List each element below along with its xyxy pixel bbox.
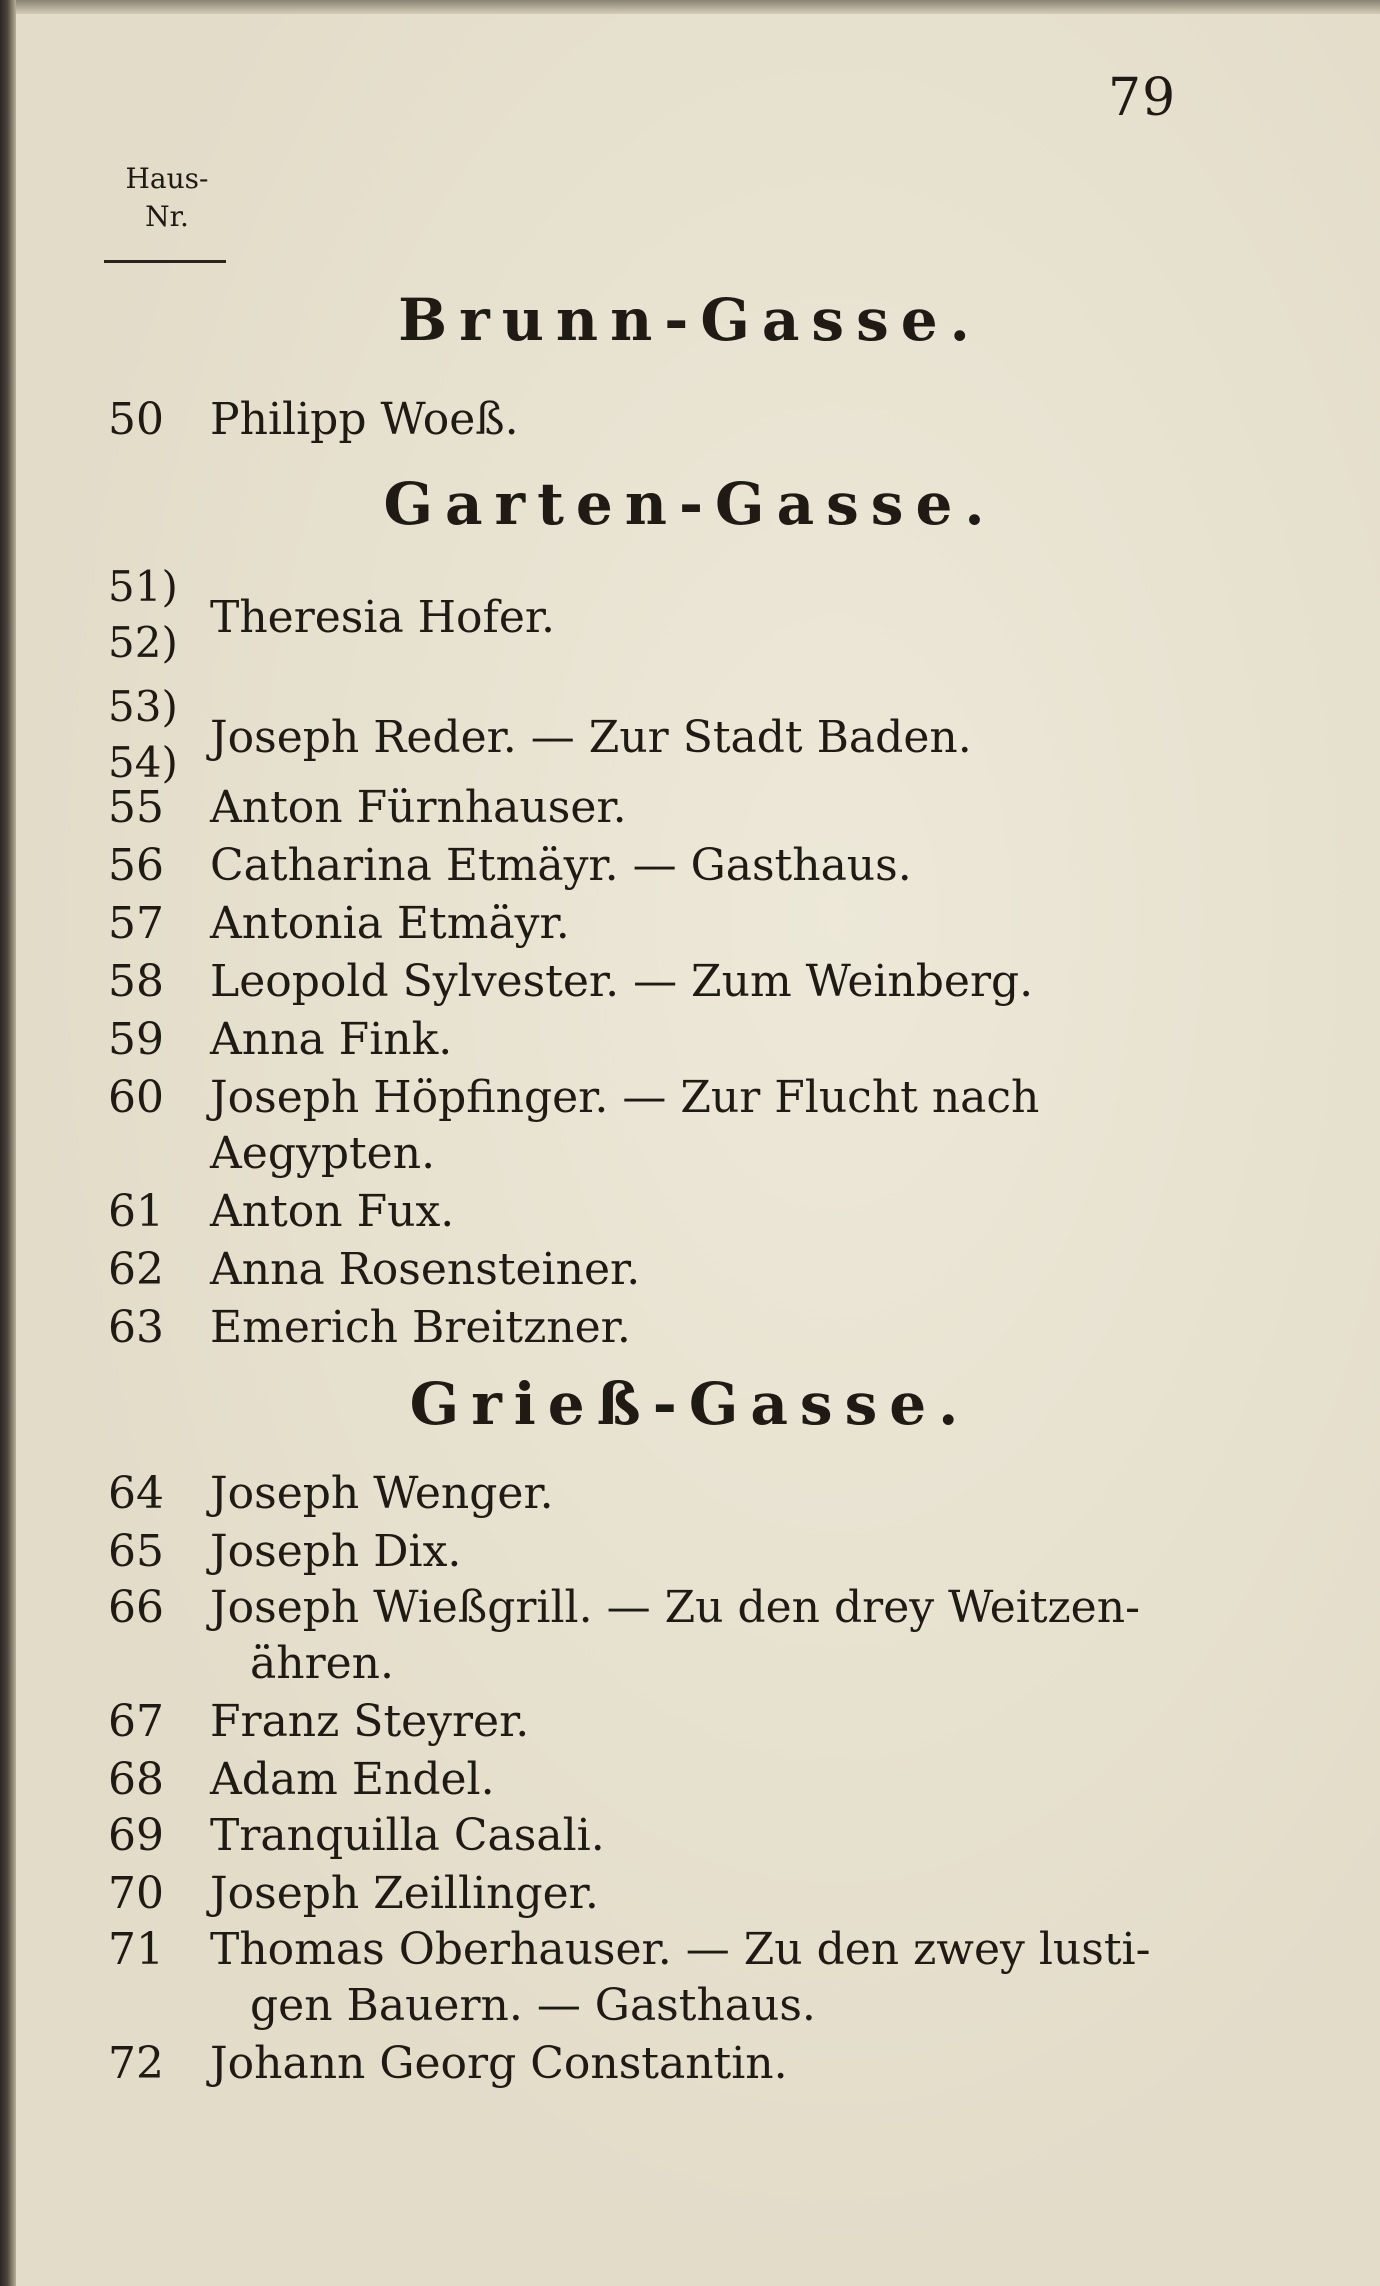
section-title-griess-gasse: Grieß-Gasse. xyxy=(409,1370,971,1438)
resident-name: Emerich Breitzner. xyxy=(210,1302,631,1353)
list-item xyxy=(0,1012,1380,1072)
house-number: 60 xyxy=(108,1072,164,1123)
house-number: 66 xyxy=(108,1582,164,1633)
house-number: 55 xyxy=(108,782,164,833)
resident-name: Anna Rosensteiner. xyxy=(210,1244,641,1295)
resident-name: Anton Fürnhauser. xyxy=(210,782,627,833)
entry-continuation: ähren. xyxy=(250,1638,394,1689)
list-item xyxy=(0,1184,1380,1244)
list-item xyxy=(0,1922,1380,1982)
resident-name: Theresia Hofer. xyxy=(210,592,556,643)
house-number: 57 xyxy=(108,898,164,949)
resident-name: Adam Endel. xyxy=(210,1754,495,1805)
list-item xyxy=(0,954,1380,1014)
resident-name: Joseph Reder. — Zur Stadt Baden. xyxy=(210,712,972,763)
house-number: 71 xyxy=(108,1924,164,1975)
resident-name: Joseph Wenger. xyxy=(210,1468,554,1519)
entry-continuation: gen Bauern. — Gasthaus. xyxy=(250,1980,816,2031)
column-header-line1: Haus- xyxy=(125,162,209,195)
house-number: 68 xyxy=(108,1754,164,1805)
house-number: 54) xyxy=(108,738,178,787)
list-item xyxy=(0,1808,1380,1868)
list-item xyxy=(0,1524,1380,1584)
list-item xyxy=(0,1866,1380,1926)
resident-name: Joseph Dix. xyxy=(210,1526,462,1577)
house-number: 50 xyxy=(108,394,164,445)
house-number: 52) xyxy=(108,618,178,667)
list-item xyxy=(0,1694,1380,1754)
house-number: 63 xyxy=(108,1302,164,1353)
resident-name: Franz Steyrer. xyxy=(210,1696,530,1747)
page-number: 79 xyxy=(1108,68,1177,128)
house-number: 58 xyxy=(108,956,164,1007)
house-number: 67 xyxy=(108,1696,164,1747)
list-item xyxy=(0,392,1380,452)
list-item xyxy=(0,896,1380,956)
resident-name: Joseph Zeillinger. xyxy=(210,1868,599,1919)
resident-name: Anton Fux. xyxy=(210,1186,455,1237)
section-title-garten-gasse: Garten-Gasse. xyxy=(383,470,997,538)
resident-name: Anna Fink. xyxy=(210,1014,453,1065)
resident-name: Tranquilla Casali. xyxy=(210,1810,605,1861)
column-header-rule xyxy=(104,260,226,263)
house-number: 53) xyxy=(108,682,178,731)
list-item xyxy=(0,1466,1380,1526)
house-number: 64 xyxy=(108,1468,164,1519)
column-header-line2: Nr. xyxy=(145,200,189,233)
house-number: 70 xyxy=(108,1868,164,1919)
entry-continuation: Aegypten. xyxy=(210,1128,436,1179)
list-item xyxy=(0,562,1380,692)
list-item xyxy=(0,838,1380,898)
house-number: 51) xyxy=(108,562,178,611)
resident-name: Joseph Wießgrill. — Zu den drey Weitzen- xyxy=(210,1582,1140,1633)
column-header xyxy=(108,160,226,236)
resident-name: Leopold Sylvester. — Zum Weinberg. xyxy=(210,956,1034,1007)
list-item xyxy=(0,780,1380,840)
list-item xyxy=(0,1300,1380,1360)
list-item xyxy=(0,1752,1380,1812)
house-number: 69 xyxy=(108,1810,164,1861)
list-item xyxy=(0,2036,1380,2096)
page-top-shadow xyxy=(16,0,1380,14)
resident-name: Johann Georg Constantin. xyxy=(210,2038,788,2089)
resident-name: Catharina Etmäyr. — Gasthaus. xyxy=(210,840,912,891)
house-number: 72 xyxy=(108,2038,164,2089)
list-item xyxy=(0,1580,1380,1640)
list-item xyxy=(0,1070,1380,1130)
house-number: 59 xyxy=(108,1014,164,1065)
resident-name: Antonia Etmäyr. xyxy=(210,898,570,949)
resident-name: Philipp Woeß. xyxy=(210,394,519,445)
list-item xyxy=(0,1242,1380,1302)
section-title-brunn-gasse: Brunn-Gasse. xyxy=(398,286,982,354)
resident-name: Joseph Höpfinger. — Zur Flucht nach xyxy=(210,1072,1040,1123)
house-number: 62 xyxy=(108,1244,164,1295)
house-number: 56 xyxy=(108,840,164,891)
house-number: 61 xyxy=(108,1186,164,1237)
resident-name: Thomas Oberhauser. — Zu den zwey lusti- xyxy=(210,1924,1151,1975)
house-number: 65 xyxy=(108,1526,164,1577)
